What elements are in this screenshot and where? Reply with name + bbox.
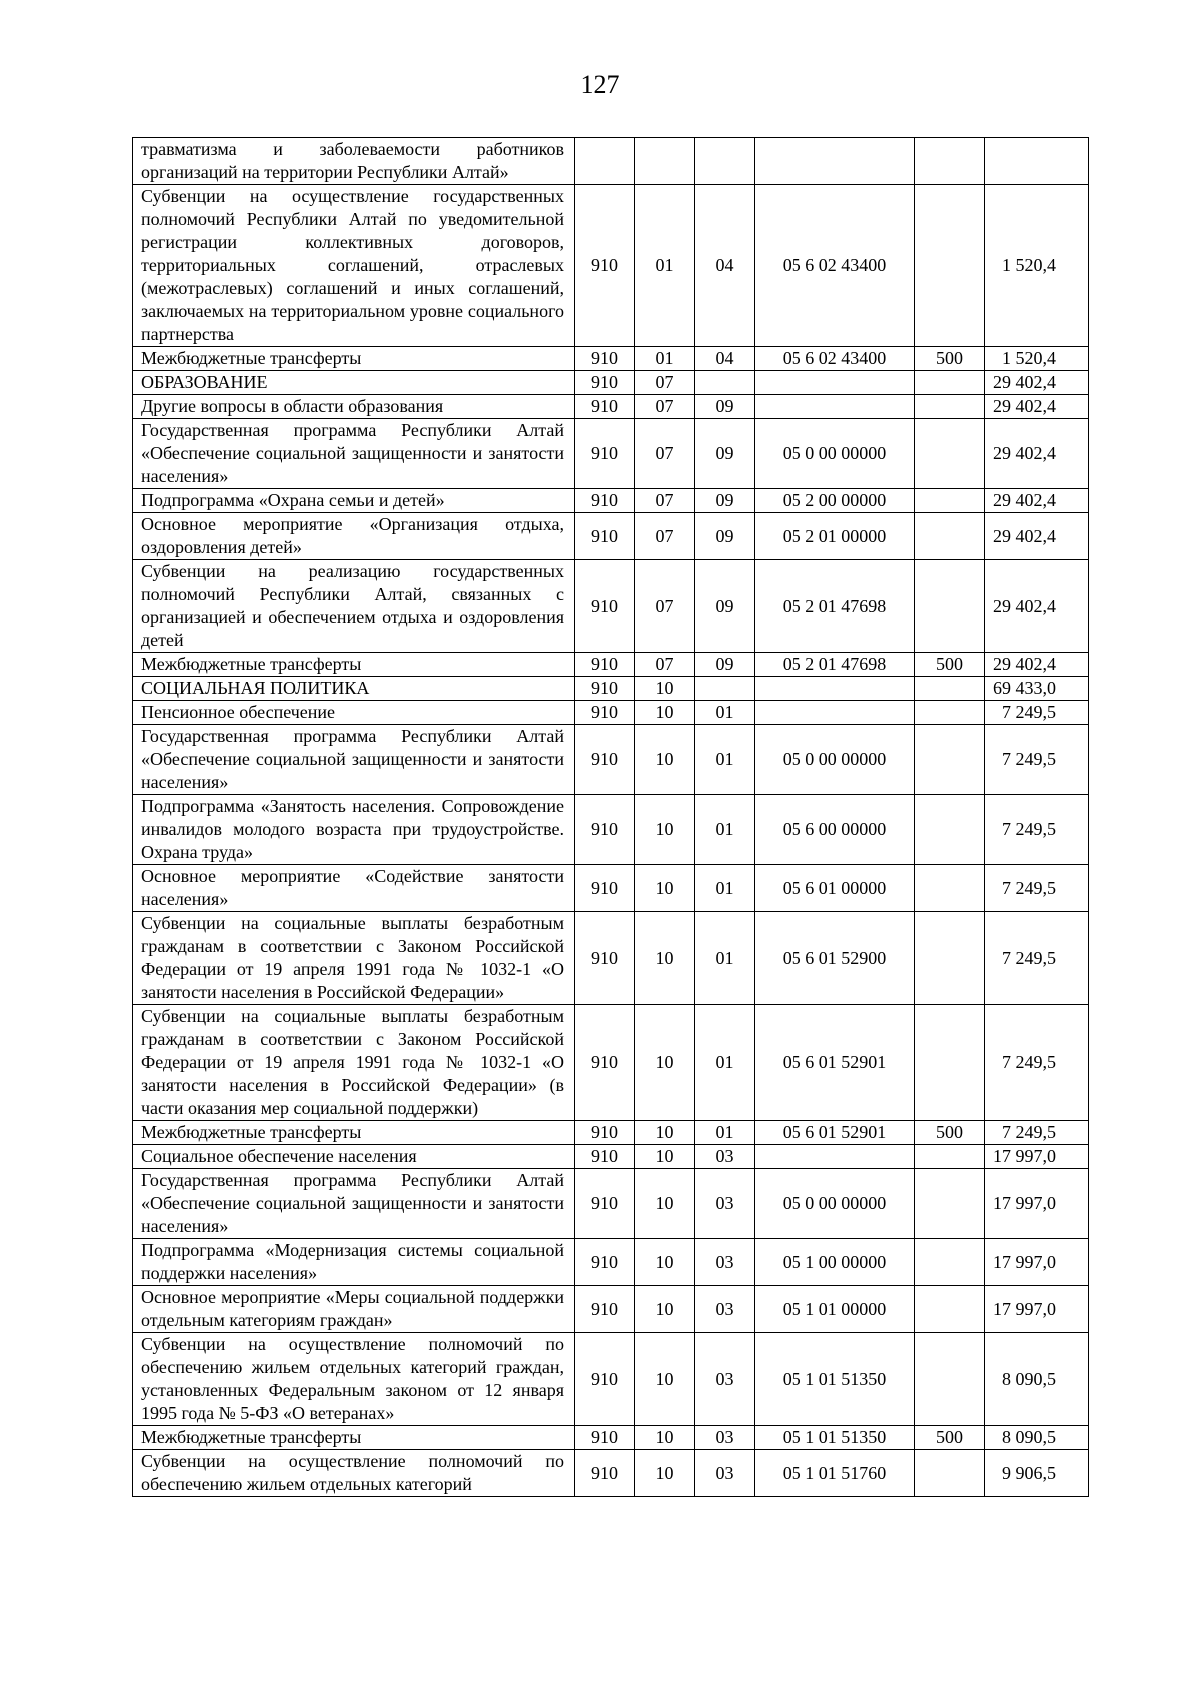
row-name-cell: Субвенции на социальные выплаты безработным гражданам в соответствии с Законом Российской Федерации от 19 апреля 1991 года № 1032-1 «О занятости населения в Российской Федерации» (в части оказания мер социальной поддержки) xyxy=(133,1005,575,1121)
row-subsection-cell xyxy=(695,371,755,395)
row-subsection-cell xyxy=(695,677,755,701)
row-grbs-cell: 910 xyxy=(575,653,635,677)
row-subsection-cell: 03 xyxy=(695,1450,755,1497)
row-amount-cell: 7 249,5 xyxy=(985,1005,1089,1121)
row-expense-type-cell xyxy=(915,701,985,725)
row-expense-type-cell xyxy=(915,912,985,1005)
row-target-article-cell: 05 1 00 00000 xyxy=(755,1239,915,1286)
row-expense-type-cell xyxy=(915,1145,985,1169)
table-row xyxy=(133,1286,1089,1333)
row-grbs-cell: 910 xyxy=(575,725,635,795)
row-target-article-cell xyxy=(755,395,915,419)
row-target-article-cell: 05 6 02 43400 xyxy=(755,185,915,347)
row-target-article-cell: 05 2 01 47698 xyxy=(755,653,915,677)
row-expense-type-cell xyxy=(915,1239,985,1286)
row-grbs-cell: 910 xyxy=(575,912,635,1005)
page-number: 127 xyxy=(580,70,620,99)
row-subsection-cell: 09 xyxy=(695,419,755,489)
row-section-cell: 01 xyxy=(635,185,695,347)
row-grbs-cell: 910 xyxy=(575,701,635,725)
row-name-cell: Межбюджетные трансферты xyxy=(133,347,575,371)
row-section-cell: 10 xyxy=(635,1286,695,1333)
row-subsection-cell: 03 xyxy=(695,1239,755,1286)
table-row xyxy=(133,1239,1089,1286)
row-name-cell: Социальное обеспечение населения xyxy=(133,1145,575,1169)
row-subsection-cell: 03 xyxy=(695,1169,755,1239)
row-section-cell: 10 xyxy=(635,865,695,912)
table-row xyxy=(133,1169,1089,1239)
row-section-cell: 10 xyxy=(635,1239,695,1286)
row-section-cell: 07 xyxy=(635,489,695,513)
row-grbs-cell: 910 xyxy=(575,371,635,395)
row-target-article-cell: 05 1 01 00000 xyxy=(755,1286,915,1333)
row-subsection-cell: 01 xyxy=(695,865,755,912)
row-amount-cell: 29 402,4 xyxy=(985,395,1089,419)
row-section-cell: 07 xyxy=(635,371,695,395)
row-name-cell: Государственная программа Республики Алтай «Обеспечение социальной защищенности и занятости населения» xyxy=(133,725,575,795)
row-section-cell: 10 xyxy=(635,795,695,865)
row-name-cell: Субвенции на осуществление государственных полномочий Республики Алтай по уведомительной регистрации коллективных договоров, территориальных соглашений, отраслевых (межотраслевых) соглашений и иных соглашений, заключаемых на территориальном уровне социального партнерства xyxy=(133,185,575,347)
row-name-cell: СОЦИАЛЬНАЯ ПОЛИТИКА xyxy=(133,677,575,701)
row-grbs-cell: 910 xyxy=(575,1426,635,1450)
row-grbs-cell: 910 xyxy=(575,1005,635,1121)
row-expense-type-cell xyxy=(915,1333,985,1426)
row-grbs-cell: 910 xyxy=(575,419,635,489)
row-section-cell: 10 xyxy=(635,701,695,725)
budget-table xyxy=(132,137,1089,1497)
table-row xyxy=(133,138,1089,185)
row-name-cell: травматизма и заболеваемости работников организаций на территории Республики Алтай» xyxy=(133,138,575,185)
row-subsection-cell: 09 xyxy=(695,395,755,419)
row-amount-cell: 29 402,4 xyxy=(985,371,1089,395)
row-amount-cell: 8 090,5 xyxy=(985,1426,1089,1450)
row-expense-type-cell: 500 xyxy=(915,1426,985,1450)
row-subsection-cell: 09 xyxy=(695,560,755,653)
row-expense-type-cell xyxy=(915,513,985,560)
budget-table-body xyxy=(133,138,1089,1497)
table-row xyxy=(133,701,1089,725)
row-target-article-cell: 05 0 00 00000 xyxy=(755,419,915,489)
row-name-cell: Подпрограмма «Охрана семьи и детей» xyxy=(133,489,575,513)
row-grbs-cell: 910 xyxy=(575,185,635,347)
row-amount-cell: 8 090,5 xyxy=(985,1333,1089,1426)
row-amount-cell: 17 997,0 xyxy=(985,1239,1089,1286)
row-amount-cell: 29 402,4 xyxy=(985,513,1089,560)
row-expense-type-cell xyxy=(915,795,985,865)
row-grbs-cell: 910 xyxy=(575,795,635,865)
row-subsection-cell: 09 xyxy=(695,489,755,513)
table-row xyxy=(133,653,1089,677)
row-subsection-cell: 04 xyxy=(695,347,755,371)
row-grbs-cell: 910 xyxy=(575,1121,635,1145)
row-expense-type-cell xyxy=(915,1286,985,1333)
row-amount-cell: 29 402,4 xyxy=(985,419,1089,489)
row-target-article-cell: 05 1 01 51350 xyxy=(755,1426,915,1450)
row-name-cell: Субвенции на реализацию государственных полномочий Республики Алтай, связанных с организацией и обеспечением отдыха и оздоровления детей xyxy=(133,560,575,653)
row-expense-type-cell xyxy=(915,419,985,489)
row-amount-cell: 7 249,5 xyxy=(985,701,1089,725)
row-amount-cell: 7 249,5 xyxy=(985,865,1089,912)
row-grbs-cell: 910 xyxy=(575,1450,635,1497)
row-target-article-cell xyxy=(755,138,915,185)
row-name-cell: Основное мероприятие «Организация отдыха, оздоровления детей» xyxy=(133,513,575,560)
row-name-cell: Другие вопросы в области образования xyxy=(133,395,575,419)
row-section-cell: 07 xyxy=(635,419,695,489)
row-subsection-cell: 01 xyxy=(695,912,755,1005)
row-target-article-cell: 05 2 01 00000 xyxy=(755,513,915,560)
row-target-article-cell: 05 6 02 43400 xyxy=(755,347,915,371)
row-expense-type-cell: 500 xyxy=(915,347,985,371)
row-expense-type-cell xyxy=(915,489,985,513)
row-grbs-cell: 910 xyxy=(575,677,635,701)
row-section-cell: 10 xyxy=(635,725,695,795)
row-name-cell: Межбюджетные трансферты xyxy=(133,1121,575,1145)
row-grbs-cell: 910 xyxy=(575,1333,635,1426)
row-target-article-cell: 05 1 01 51760 xyxy=(755,1450,915,1497)
row-target-article-cell: 05 0 00 00000 xyxy=(755,725,915,795)
row-name-cell: Субвенции на осуществление полномочий по обеспечению жильем отдельных категорий xyxy=(133,1450,575,1497)
row-section-cell: 10 xyxy=(635,912,695,1005)
row-expense-type-cell xyxy=(915,1169,985,1239)
row-target-article-cell xyxy=(755,701,915,725)
row-subsection-cell: 01 xyxy=(695,1121,755,1145)
table-row xyxy=(133,1145,1089,1169)
row-amount-cell: 17 997,0 xyxy=(985,1169,1089,1239)
table-row xyxy=(133,419,1089,489)
row-section-cell: 10 xyxy=(635,677,695,701)
row-expense-type-cell: 500 xyxy=(915,1121,985,1145)
table-row xyxy=(133,513,1089,560)
row-amount-cell: 69 433,0 xyxy=(985,677,1089,701)
table-row xyxy=(133,912,1089,1005)
row-grbs-cell: 910 xyxy=(575,513,635,560)
row-target-article-cell: 05 2 00 00000 xyxy=(755,489,915,513)
row-name-cell: Субвенции на социальные выплаты безработным гражданам в соответствии с Законом Российской Федерации от 19 апреля 1991 года № 1032-1 «О занятости населения в Российской Федерации» xyxy=(133,912,575,1005)
row-subsection-cell: 03 xyxy=(695,1145,755,1169)
row-amount-cell: 7 249,5 xyxy=(985,795,1089,865)
row-target-article-cell xyxy=(755,677,915,701)
row-name-cell: ОБРАЗОВАНИЕ xyxy=(133,371,575,395)
row-name-cell: Подпрограмма «Модернизация системы социальной поддержки населения» xyxy=(133,1239,575,1286)
table-row xyxy=(133,1426,1089,1450)
row-section-cell: 10 xyxy=(635,1450,695,1497)
row-amount-cell: 7 249,5 xyxy=(985,912,1089,1005)
row-name-cell: Основное мероприятие «Содействие занятости населения» xyxy=(133,865,575,912)
row-name-cell: Государственная программа Республики Алтай «Обеспечение социальной защищенности и занятости населения» xyxy=(133,419,575,489)
row-subsection-cell: 03 xyxy=(695,1426,755,1450)
row-name-cell: Государственная программа Республики Алтай «Обеспечение социальной защищенности и занятости населения» xyxy=(133,1169,575,1239)
row-target-article-cell: 05 1 01 51350 xyxy=(755,1333,915,1426)
row-section-cell: 10 xyxy=(635,1426,695,1450)
row-expense-type-cell xyxy=(915,1450,985,1497)
row-expense-type-cell xyxy=(915,1005,985,1121)
row-name-cell: Межбюджетные трансферты xyxy=(133,653,575,677)
row-amount-cell: 29 402,4 xyxy=(985,560,1089,653)
row-target-article-cell: 05 6 01 52901 xyxy=(755,1005,915,1121)
row-subsection-cell: 09 xyxy=(695,513,755,560)
row-subsection-cell: 03 xyxy=(695,1286,755,1333)
row-grbs-cell: 910 xyxy=(575,865,635,912)
row-amount-cell: 29 402,4 xyxy=(985,653,1089,677)
row-expense-type-cell xyxy=(915,865,985,912)
row-section-cell: 10 xyxy=(635,1145,695,1169)
row-section-cell: 10 xyxy=(635,1005,695,1121)
table-row xyxy=(133,1450,1089,1497)
row-section-cell: 10 xyxy=(635,1121,695,1145)
row-grbs-cell: 910 xyxy=(575,1145,635,1169)
row-target-article-cell: 05 2 01 47698 xyxy=(755,560,915,653)
row-target-article-cell: 05 6 01 52901 xyxy=(755,1121,915,1145)
table-row xyxy=(133,1121,1089,1145)
row-expense-type-cell xyxy=(915,371,985,395)
row-expense-type-cell: 500 xyxy=(915,653,985,677)
row-subsection-cell: 01 xyxy=(695,701,755,725)
row-name-cell: Подпрограмма «Занятость населения. Сопровождение инвалидов молодого возраста при трудоустройстве. Охрана труда» xyxy=(133,795,575,865)
table-row xyxy=(133,1005,1089,1121)
row-section-cell xyxy=(635,138,695,185)
row-expense-type-cell xyxy=(915,677,985,701)
row-amount-cell: 29 402,4 xyxy=(985,489,1089,513)
row-section-cell: 01 xyxy=(635,347,695,371)
row-target-article-cell: 05 6 01 00000 xyxy=(755,865,915,912)
row-name-cell: Пенсионное обеспечение xyxy=(133,701,575,725)
table-row xyxy=(133,489,1089,513)
row-grbs-cell: 910 xyxy=(575,489,635,513)
row-amount-cell: 1 520,4 xyxy=(985,347,1089,371)
row-amount-cell: 17 997,0 xyxy=(985,1145,1089,1169)
row-grbs-cell xyxy=(575,138,635,185)
table-row xyxy=(133,347,1089,371)
row-expense-type-cell xyxy=(915,138,985,185)
table-row xyxy=(133,677,1089,701)
row-target-article-cell xyxy=(755,1145,915,1169)
row-subsection-cell: 01 xyxy=(695,725,755,795)
row-grbs-cell: 910 xyxy=(575,1169,635,1239)
table-row xyxy=(133,795,1089,865)
table-row xyxy=(133,1333,1089,1426)
row-section-cell: 10 xyxy=(635,1169,695,1239)
row-amount-cell xyxy=(985,138,1089,185)
row-section-cell: 07 xyxy=(635,395,695,419)
row-section-cell: 10 xyxy=(635,1333,695,1426)
row-subsection-cell: 01 xyxy=(695,1005,755,1121)
row-subsection-cell: 03 xyxy=(695,1333,755,1426)
row-grbs-cell: 910 xyxy=(575,395,635,419)
row-name-cell: Основное мероприятие «Меры социальной поддержки отдельным категориям граждан» xyxy=(133,1286,575,1333)
row-expense-type-cell xyxy=(915,185,985,347)
row-section-cell: 07 xyxy=(635,560,695,653)
row-target-article-cell xyxy=(755,371,915,395)
row-section-cell: 07 xyxy=(635,513,695,560)
row-grbs-cell: 910 xyxy=(575,560,635,653)
table-row xyxy=(133,865,1089,912)
row-name-cell: Субвенции на осуществление полномочий по обеспечению жильем отдельных категорий граждан, установленных Федеральным законом от 12 января 1995 года № 5-ФЗ «О ветеранах» xyxy=(133,1333,575,1426)
row-grbs-cell: 910 xyxy=(575,1239,635,1286)
row-amount-cell: 7 249,5 xyxy=(985,725,1089,795)
row-section-cell: 07 xyxy=(635,653,695,677)
row-amount-cell: 9 906,5 xyxy=(985,1450,1089,1497)
row-amount-cell: 7 249,5 xyxy=(985,1121,1089,1145)
row-grbs-cell: 910 xyxy=(575,1286,635,1333)
table-row xyxy=(133,725,1089,795)
row-subsection-cell xyxy=(695,138,755,185)
row-expense-type-cell xyxy=(915,725,985,795)
row-expense-type-cell xyxy=(915,560,985,653)
row-target-article-cell: 05 6 00 00000 xyxy=(755,795,915,865)
row-amount-cell: 17 997,0 xyxy=(985,1286,1089,1333)
row-subsection-cell: 09 xyxy=(695,653,755,677)
row-subsection-cell: 04 xyxy=(695,185,755,347)
table-row xyxy=(133,185,1089,347)
row-amount-cell: 1 520,4 xyxy=(985,185,1089,347)
row-name-cell: Межбюджетные трансферты xyxy=(133,1426,575,1450)
row-subsection-cell: 01 xyxy=(695,795,755,865)
table-row xyxy=(133,395,1089,419)
row-grbs-cell: 910 xyxy=(575,347,635,371)
row-target-article-cell: 05 0 00 00000 xyxy=(755,1169,915,1239)
row-target-article-cell: 05 6 01 52900 xyxy=(755,912,915,1005)
table-row xyxy=(133,560,1089,653)
table-row xyxy=(133,371,1089,395)
row-expense-type-cell xyxy=(915,395,985,419)
